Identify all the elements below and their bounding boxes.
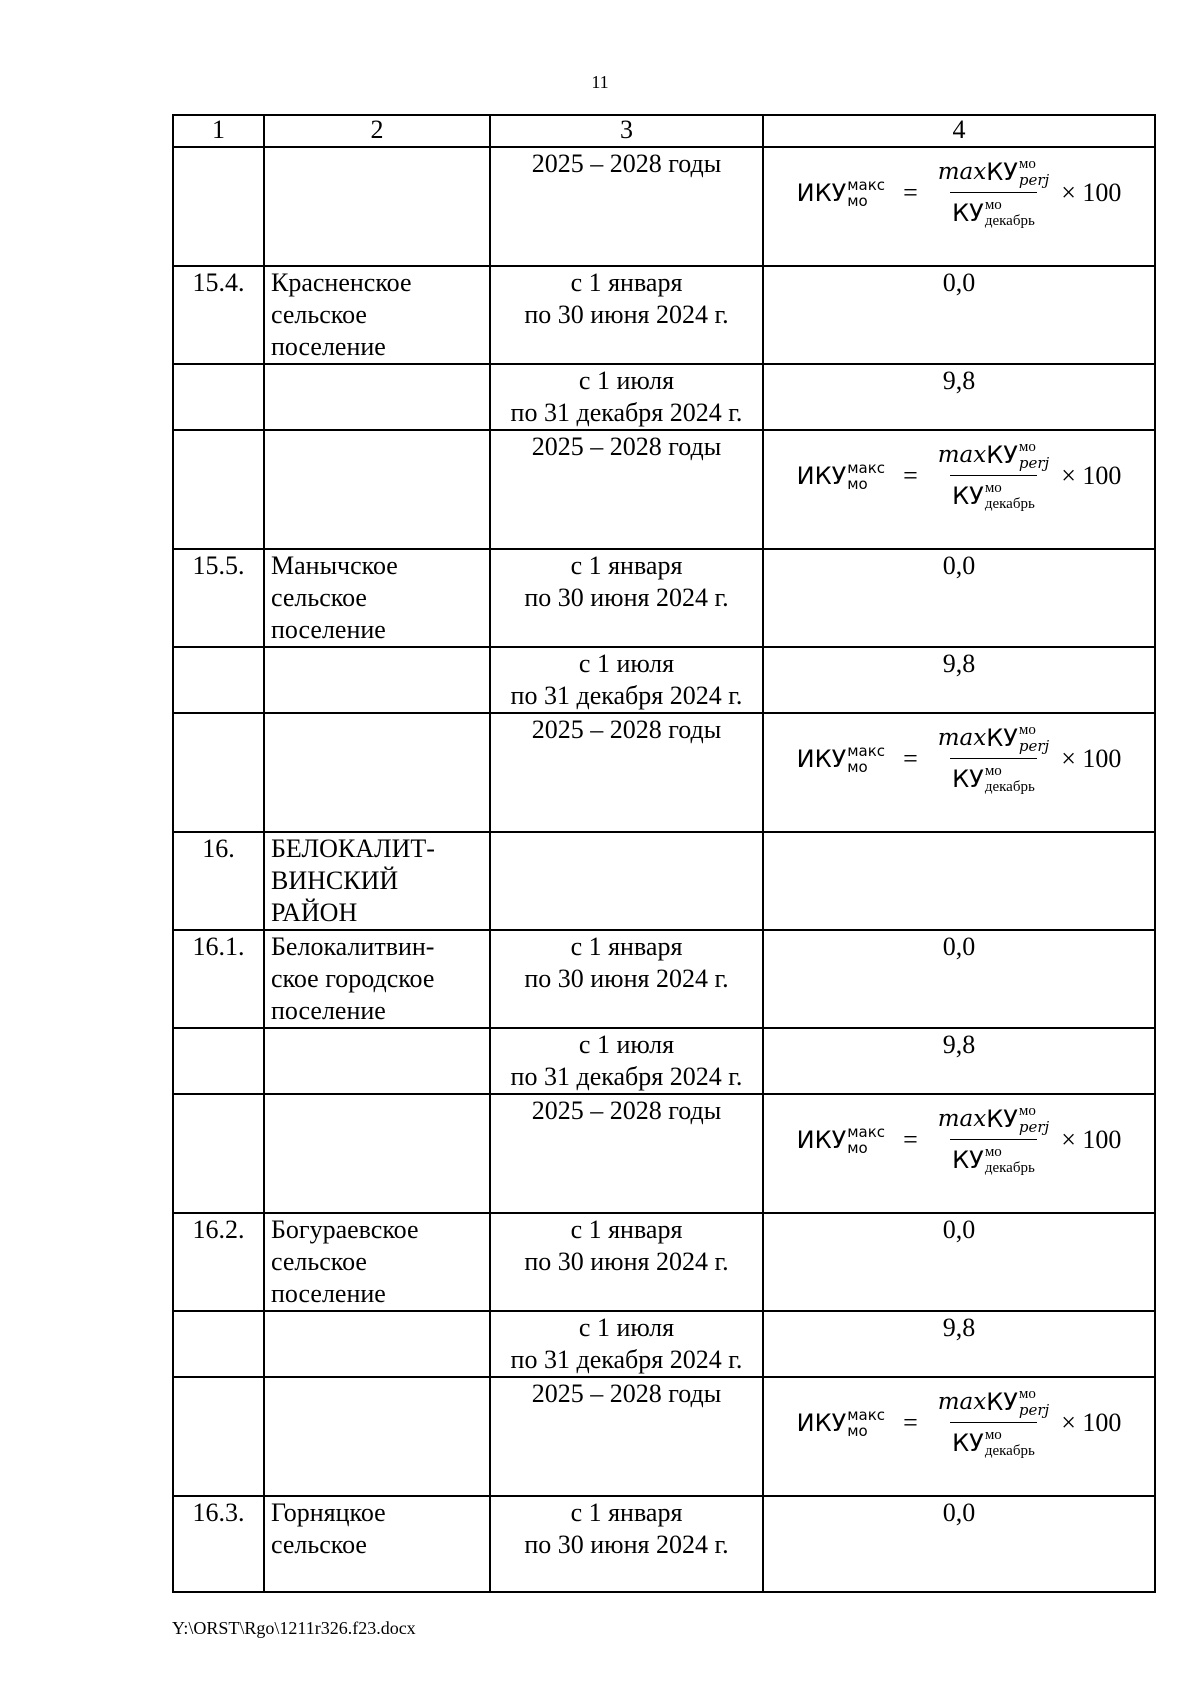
footer-file-path: Y:\ORST\Rgo\1211r326.f23.docx bbox=[172, 1618, 416, 1638]
formula-den-sub: декабрь bbox=[984, 496, 1035, 512]
formula-lhs-scripts bbox=[847, 460, 885, 492]
municipality-name-cell bbox=[264, 1377, 490, 1496]
table-row bbox=[173, 930, 1155, 1028]
index-formula-cell bbox=[763, 430, 1155, 549]
formula-max: max bbox=[937, 442, 987, 468]
row-number-cell bbox=[173, 364, 264, 430]
index-value-cell: 0,0 bbox=[763, 1213, 1155, 1311]
formula-lhs-sub: мо bbox=[847, 1138, 868, 1157]
formula-lhs-sub: мо bbox=[847, 1421, 868, 1440]
period-cell: 2025 – 2028 годы bbox=[490, 1094, 763, 1213]
formula-numerator bbox=[936, 722, 1051, 758]
formula-den-symbol: КУ bbox=[952, 1146, 984, 1174]
table-row bbox=[173, 1028, 1155, 1094]
table-row bbox=[173, 1377, 1155, 1496]
table-row bbox=[173, 713, 1155, 832]
index-formula-cell bbox=[763, 713, 1155, 832]
table-header-row bbox=[173, 115, 1155, 147]
table-row bbox=[173, 430, 1155, 549]
formula-fraction bbox=[936, 1386, 1051, 1459]
header-col-1: 1 bbox=[173, 115, 264, 147]
table-row bbox=[173, 647, 1155, 713]
formula-lhs-sup: макс bbox=[847, 1405, 886, 1424]
index-formula bbox=[770, 1103, 1148, 1176]
formula-denominator bbox=[950, 192, 1037, 229]
formula-den-sup: мо bbox=[984, 197, 1002, 213]
formula-denominator bbox=[950, 475, 1037, 512]
formula-num-symbol: КУ bbox=[986, 1105, 1018, 1133]
formula-max: max bbox=[937, 1389, 987, 1415]
index-value-cell: 0,0 bbox=[763, 1496, 1155, 1592]
period-cell: с 1 июля по 31 декабря 2024 г. bbox=[490, 1028, 763, 1094]
formula-lhs-symbol: ИКУ bbox=[796, 1125, 847, 1154]
formula-times: × 100 bbox=[1061, 1124, 1122, 1154]
municipality-name-cell bbox=[264, 1311, 490, 1377]
header-col-2: 2 bbox=[264, 115, 490, 147]
row-number-cell: 15.4. bbox=[173, 266, 264, 364]
table-row bbox=[173, 1311, 1155, 1377]
formula-den-scripts bbox=[985, 763, 1035, 795]
index-value-cell: 0,0 bbox=[763, 266, 1155, 364]
formula-denominator bbox=[950, 1422, 1037, 1459]
table-row bbox=[173, 1496, 1155, 1592]
formula-lhs-scripts bbox=[847, 1407, 885, 1439]
header-col-3: 3 bbox=[490, 115, 763, 147]
formula-num-scripts bbox=[1019, 1103, 1049, 1135]
formula-den-scripts bbox=[985, 197, 1035, 229]
formula-num-symbol: КУ bbox=[986, 441, 1018, 469]
formula-num-sub: perj bbox=[1018, 171, 1050, 189]
row-number-cell bbox=[173, 713, 264, 832]
formula-equals: = bbox=[903, 1124, 918, 1154]
formula-num-scripts bbox=[1019, 1386, 1049, 1418]
header-col-4: 4 bbox=[763, 115, 1155, 147]
formula-lhs-symbol: ИКУ bbox=[796, 178, 847, 207]
formula-numerator bbox=[936, 1103, 1051, 1139]
formula-lhs bbox=[797, 460, 885, 492]
period-cell bbox=[490, 832, 763, 930]
municipality-name-cell bbox=[264, 147, 490, 266]
formula-numerator bbox=[936, 156, 1051, 192]
formula-den-sup: мо bbox=[984, 763, 1002, 779]
index-formula bbox=[770, 722, 1148, 795]
row-number-cell bbox=[173, 647, 264, 713]
municipality-name-cell bbox=[264, 1094, 490, 1213]
table-row bbox=[173, 832, 1155, 930]
formula-fraction bbox=[936, 722, 1051, 795]
row-number-cell: 16. bbox=[173, 832, 264, 930]
period-cell: с 1 января по 30 июня 2024 г. bbox=[490, 266, 763, 364]
formula-lhs-symbol: ИКУ bbox=[796, 1408, 847, 1437]
formula-lhs-sub: мо bbox=[847, 191, 868, 210]
formula-den-scripts bbox=[985, 480, 1035, 512]
period-cell: с 1 января по 30 июня 2024 г. bbox=[490, 930, 763, 1028]
municipality-name-cell: Красненское сельское поселение bbox=[264, 266, 490, 364]
index-formula-cell bbox=[763, 147, 1155, 266]
formula-num-sup: мо bbox=[1018, 722, 1036, 738]
formula-num-sub: perj bbox=[1018, 1401, 1050, 1419]
formula-num-scripts bbox=[1019, 439, 1049, 471]
formula-num-scripts bbox=[1019, 722, 1049, 754]
period-cell: с 1 января по 30 июня 2024 г. bbox=[490, 549, 763, 647]
table-row bbox=[173, 147, 1155, 266]
index-formula-cell bbox=[763, 1377, 1155, 1496]
formula-lhs-sup: макс bbox=[847, 1122, 886, 1141]
period-cell: с 1 июля по 31 декабря 2024 г. bbox=[490, 647, 763, 713]
formula-num-sup: мо bbox=[1018, 1386, 1036, 1402]
table-row bbox=[173, 549, 1155, 647]
formula-den-sup: мо bbox=[984, 480, 1002, 496]
formula-num-sub: perj bbox=[1018, 1118, 1050, 1136]
row-number-cell bbox=[173, 1311, 264, 1377]
formula-max: max bbox=[937, 1106, 987, 1132]
municipality-name-cell: БЕЛОКАЛИТ- ВИНСКИЙ РАЙОН bbox=[264, 832, 490, 930]
formula-times: × 100 bbox=[1061, 460, 1122, 490]
municipality-name-cell bbox=[264, 430, 490, 549]
formula-den-scripts bbox=[985, 1144, 1035, 1176]
formula-equals: = bbox=[903, 743, 918, 773]
period-cell: с 1 января по 30 июня 2024 г. bbox=[490, 1496, 763, 1592]
formula-numerator bbox=[936, 1386, 1051, 1422]
formula-lhs-sub: мо bbox=[847, 757, 868, 776]
municipality-name-cell: Горняцкое сельское bbox=[264, 1496, 490, 1592]
index-formula bbox=[770, 439, 1148, 512]
formula-num-sup: мо bbox=[1018, 156, 1036, 172]
formula-equals: = bbox=[903, 460, 918, 490]
formula-lhs bbox=[797, 1407, 885, 1439]
formula-max: max bbox=[937, 725, 987, 751]
formula-denominator bbox=[950, 1139, 1037, 1176]
formula-lhs-scripts bbox=[847, 177, 885, 209]
period-cell: с 1 января по 30 июня 2024 г. bbox=[490, 1213, 763, 1311]
row-number-cell: 16.1. bbox=[173, 930, 264, 1028]
period-cell: 2025 – 2028 годы bbox=[490, 147, 763, 266]
formula-den-scripts bbox=[985, 1427, 1035, 1459]
index-value-cell: 0,0 bbox=[763, 930, 1155, 1028]
formula-den-symbol: КУ bbox=[952, 482, 984, 510]
index-formula bbox=[770, 1386, 1148, 1459]
period-cell: 2025 – 2028 годы bbox=[490, 430, 763, 549]
formula-num-sub: perj bbox=[1018, 737, 1050, 755]
municipality-name-cell: Богураевское сельское поселение bbox=[264, 1213, 490, 1311]
formula-numerator bbox=[936, 439, 1051, 475]
formula-den-sub: декабрь bbox=[984, 213, 1035, 229]
formula-den-sub: декабрь bbox=[984, 779, 1035, 795]
row-number-cell: 16.2. bbox=[173, 1213, 264, 1311]
formula-lhs-symbol: ИКУ bbox=[796, 744, 847, 773]
index-formula-cell bbox=[763, 1094, 1155, 1213]
formula-den-sup: мо bbox=[984, 1427, 1002, 1443]
page-number: 11 bbox=[591, 72, 609, 92]
formula-den-symbol: КУ bbox=[952, 1429, 984, 1457]
index-value-cell: 9,8 bbox=[763, 1028, 1155, 1094]
period-cell: с 1 июля по 31 декабря 2024 г. bbox=[490, 364, 763, 430]
tariff-index-table bbox=[172, 114, 1156, 1593]
formula-den-symbol: КУ bbox=[952, 199, 984, 227]
period-cell: с 1 июля по 31 декабря 2024 г. bbox=[490, 1311, 763, 1377]
municipality-name-cell bbox=[264, 364, 490, 430]
table-row bbox=[173, 364, 1155, 430]
formula-max: max bbox=[937, 159, 987, 185]
formula-lhs bbox=[797, 177, 885, 209]
formula-lhs-sub: мо bbox=[847, 474, 868, 493]
row-number-cell bbox=[173, 1377, 264, 1496]
formula-times: × 100 bbox=[1061, 1407, 1122, 1437]
formula-num-scripts bbox=[1019, 156, 1049, 188]
index-value-cell: 9,8 bbox=[763, 647, 1155, 713]
index-value-cell: 9,8 bbox=[763, 364, 1155, 430]
formula-lhs bbox=[797, 1124, 885, 1156]
formula-num-symbol: КУ bbox=[986, 724, 1018, 752]
formula-equals: = bbox=[903, 177, 918, 207]
formula-den-sub: декабрь bbox=[984, 1160, 1035, 1176]
formula-lhs-symbol: ИКУ bbox=[796, 461, 847, 490]
table-row bbox=[173, 266, 1155, 364]
formula-fraction bbox=[936, 1103, 1051, 1176]
formula-num-symbol: КУ bbox=[986, 1388, 1018, 1416]
municipality-name-cell bbox=[264, 647, 490, 713]
table-row bbox=[173, 1094, 1155, 1213]
municipality-name-cell bbox=[264, 1028, 490, 1094]
formula-num-sup: мо bbox=[1018, 1103, 1036, 1119]
index-value-cell bbox=[763, 832, 1155, 930]
municipality-name-cell: Манычское сельское поселение bbox=[264, 549, 490, 647]
formula-times: × 100 bbox=[1061, 743, 1122, 773]
formula-times: × 100 bbox=[1061, 177, 1122, 207]
index-value-cell: 0,0 bbox=[763, 549, 1155, 647]
formula-lhs-sup: макс bbox=[847, 458, 886, 477]
formula-equals: = bbox=[903, 1407, 918, 1437]
formula-lhs-scripts bbox=[847, 1124, 885, 1156]
municipality-name-cell: Белокалитвин- ское городское поселение bbox=[264, 930, 490, 1028]
municipality-name-cell bbox=[264, 713, 490, 832]
formula-fraction bbox=[936, 156, 1051, 229]
formula-den-symbol: КУ bbox=[952, 765, 984, 793]
formula-lhs-sup: макс bbox=[847, 741, 886, 760]
row-number-cell bbox=[173, 147, 264, 266]
formula-num-sub: perj bbox=[1018, 454, 1050, 472]
formula-lhs bbox=[797, 743, 885, 775]
formula-num-sup: мо bbox=[1018, 439, 1036, 455]
row-number-cell: 15.5. bbox=[173, 549, 264, 647]
row-number-cell: 16.3. bbox=[173, 1496, 264, 1592]
period-cell: 2025 – 2028 годы bbox=[490, 713, 763, 832]
formula-den-sub: декабрь bbox=[984, 1443, 1035, 1459]
formula-lhs-sup: макс bbox=[847, 175, 886, 194]
row-number-cell bbox=[173, 1094, 264, 1213]
formula-denominator bbox=[950, 758, 1037, 795]
index-formula bbox=[770, 156, 1148, 229]
period-cell: 2025 – 2028 годы bbox=[490, 1377, 763, 1496]
formula-fraction bbox=[936, 439, 1051, 512]
formula-den-sup: мо bbox=[984, 1144, 1002, 1160]
index-value-cell: 9,8 bbox=[763, 1311, 1155, 1377]
row-number-cell bbox=[173, 430, 264, 549]
formula-lhs-scripts bbox=[847, 743, 885, 775]
row-number-cell bbox=[173, 1028, 264, 1094]
formula-num-symbol: КУ bbox=[986, 158, 1018, 186]
table-row bbox=[173, 1213, 1155, 1311]
